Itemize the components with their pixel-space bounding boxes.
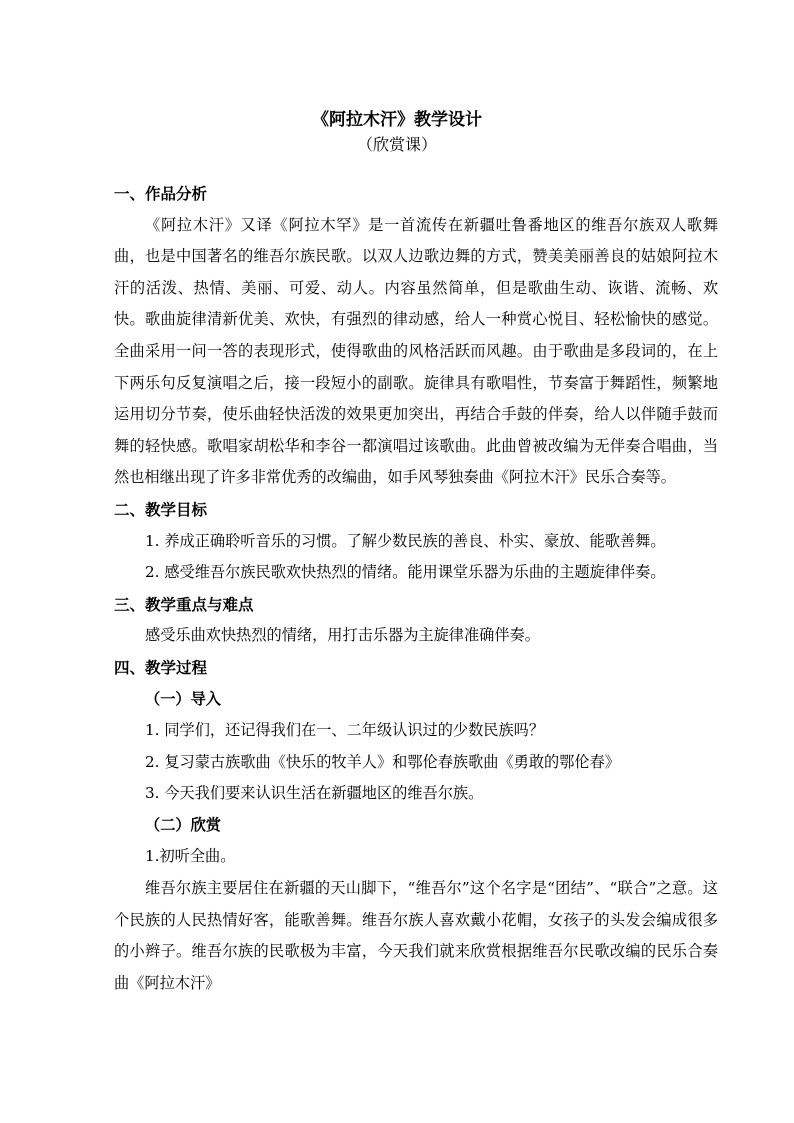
section-heading-key-points: 三、教学重点与难点 bbox=[114, 594, 254, 614]
subsection-heading-appreciation: （二）欣赏 bbox=[145, 815, 221, 834]
document-body bbox=[114, 178, 718, 999]
document-subtitle: （欣赏课） bbox=[356, 135, 437, 154]
appreciation-paragraph: 维吾尔族主要居住在新疆的天山脚下，“维吾尔”这个名字是“团结”、“联合”之意。这个民族的人民热情好客，能歌善舞。维吾尔族人喜欢戴小花帽，女孩子的头发会编成很多的小辫子。维吾尔族的民歌极为丰富，今天我们就来欣赏根据维吾尔民歌改编的民乐合奏曲《阿拉木汗》 bbox=[114, 879, 718, 992]
analysis-paragraph: 《阿拉木汗》又译《阿拉木罕》是一首流传在新疆吐鲁番地区的维吾尔族双人歌舞曲，也是中国著名的维吾尔族民歌。以双人边歌边舞的方式，赞美美丽善良的姑娘阿拉木汗的活泼、热情、美丽、可爱、动人。内容虽然简单，但是歌曲生动、诙谐、流畅、欢快。歌曲旋律清新优美、欢快，有强烈的律动感，给人一种赏心悦目、轻松愉快的感觉。全曲采用一问一答的表现形式，使得歌曲的风格活跃而风趣。由于歌曲是多段词的，在上下两乐句反复演唱之后，接一段短小的副歌。旋律具有歌唱性，节奏富于舞蹈性，频繁地运用切分节奏，使乐曲轻快活泼的效果更加突出，再结合手鼓的伴奏，给人以伴随手鼓而舞的轻快感。歌唱家胡松华和李谷一都演唱过该歌曲。此曲曾被改编为无伴奏合唱曲，当然也相继出现了许多非常优秀的改编曲，如手风琴独奏曲《阿拉木汗》民乐合奏等。 bbox=[114, 215, 718, 487]
section-heading-goals: 二、教学目标 bbox=[114, 499, 208, 519]
intro-item: 1. 同学们，还记得我们在一、二年级认识过的少数民族吗？ bbox=[145, 721, 545, 740]
section-heading-analysis: 一、作品分析 bbox=[114, 184, 208, 203]
goal-item: 1. 养成正确聆听音乐的习惯。了解少数民族的善良、朴实、豪放、能歌善舞。 bbox=[145, 531, 666, 550]
subsection-heading-intro: （一）导入 bbox=[145, 689, 221, 708]
goal-item: 2. 感受维吾尔族民歌欢快热烈的情绪。能用课堂乐器为乐曲的主题旋律伴奏。 bbox=[145, 563, 666, 582]
document-title: 《阿拉木汗》教学设计 bbox=[312, 110, 482, 130]
key-points-paragraph: 感受乐曲欢快热烈的情绪，用打击乐器为主旋律准确伴奏。 bbox=[145, 626, 540, 645]
intro-item: 2. 复习蒙古族歌曲《快乐的牧羊人》和鄂伦春族歌曲《勇敢的鄂伦春》 bbox=[145, 752, 620, 771]
appreciation-step: 1.初听全曲。 bbox=[145, 847, 236, 866]
section-heading-process: 四、教学过程 bbox=[114, 657, 208, 677]
intro-item: 3. 今天我们要来认识生活在新疆地区的维吾尔族。 bbox=[145, 784, 484, 803]
